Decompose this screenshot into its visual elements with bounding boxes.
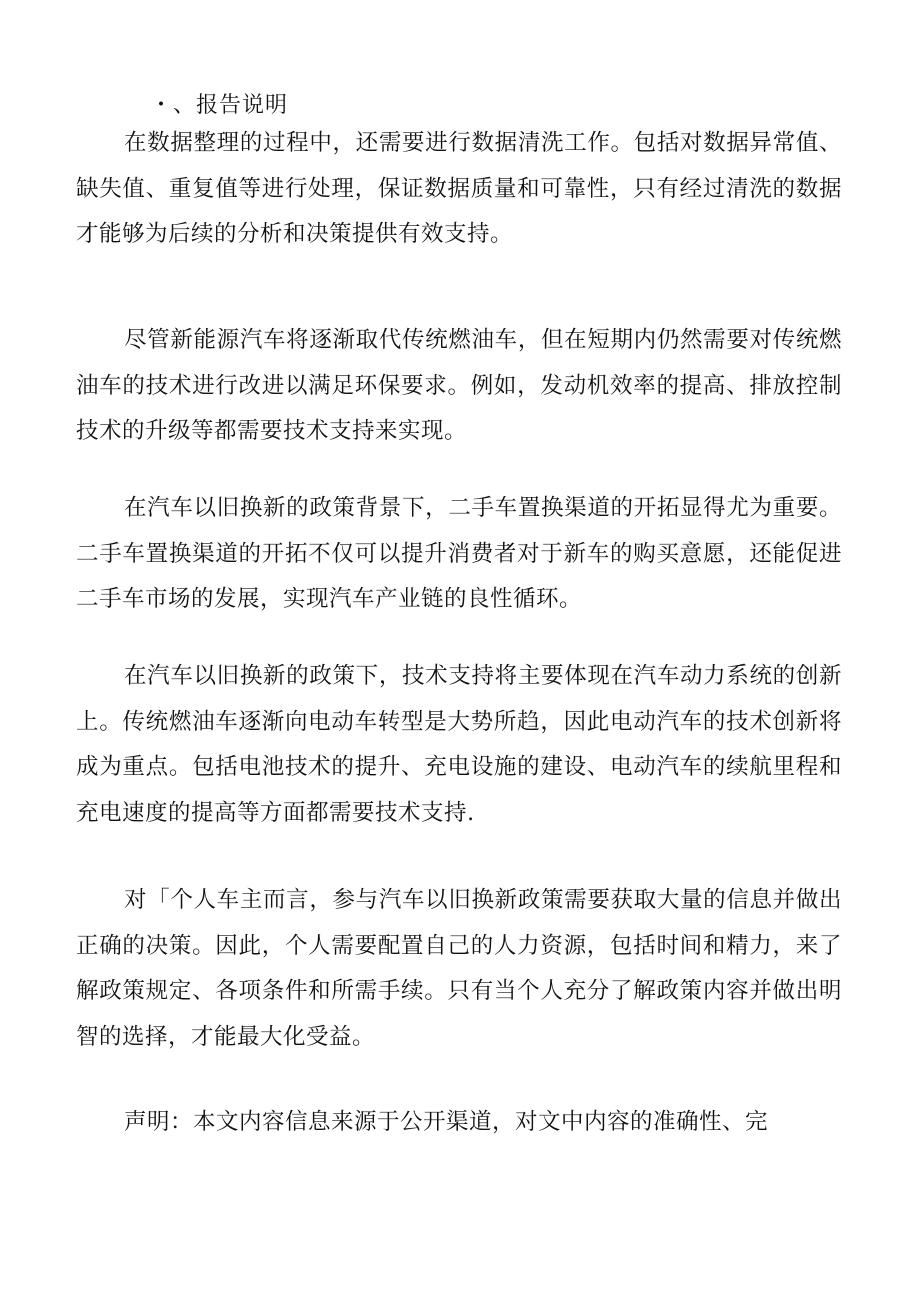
paragraph-disclaimer: 声明：本文内容信息来源于公开渠道，对文中内容的准确性、完 [124, 1109, 769, 1135]
paragraph-used-car-channel: 在汽车以旧换新的政策背景下，二手车置换渠道的开拓显得尤为重要。二手车置换渠道的开拓不仅可以提升消费者对于新车的购买意愿，还能促进二手车市场的发展，实现汽车产业链的良性循环。 [76, 495, 842, 612]
section-heading: ・、报告说明 [150, 93, 289, 118]
paragraph-fuel-vehicle-tech: 尽管新能源汽车将逐渐取代传统燃油车，但在短期内仍然需要对传统燃油车的技术进行改进以满足环保要求。例如，发动机效率的提高、排放控制技术的升级等都需要技术支持来实现。 [76, 327, 842, 444]
paragraph-data-cleaning: 在数据整理的过程中，还需要进行数据清洗工作。包括对数据异常值、缺失值、重复值等进行处理，保证数据质量和可靠性，只有经过清洗的数据才能够为后续的分析和决策提供有效支持。 [76, 130, 842, 247]
paragraph-individual-owner: 对「个人车主而言，参与汽车以旧换新政策需要获取大量的信息并做出正确的决策。因此，个人需要配置自己的人力资源，包括时间和精力，来了解政策规定、各项条件和所需手续。只有当个人充分了解政策内容并做出明智的选择，才能最大化受益。 [76, 887, 842, 1050]
paragraph-powertrain-innovation: 在汽车以旧换新的政策下，技术支持将主要体现在汽车动力系统的创新上。传统燃油车逐渐向电动车转型是大势所趋，因此电动汽车的技术创新将成为重点。包括电池技术的提升、充电设施的建设、电动汽车的续航里程和充电速度的提高等方面都需要技术支持. [76, 663, 842, 826]
